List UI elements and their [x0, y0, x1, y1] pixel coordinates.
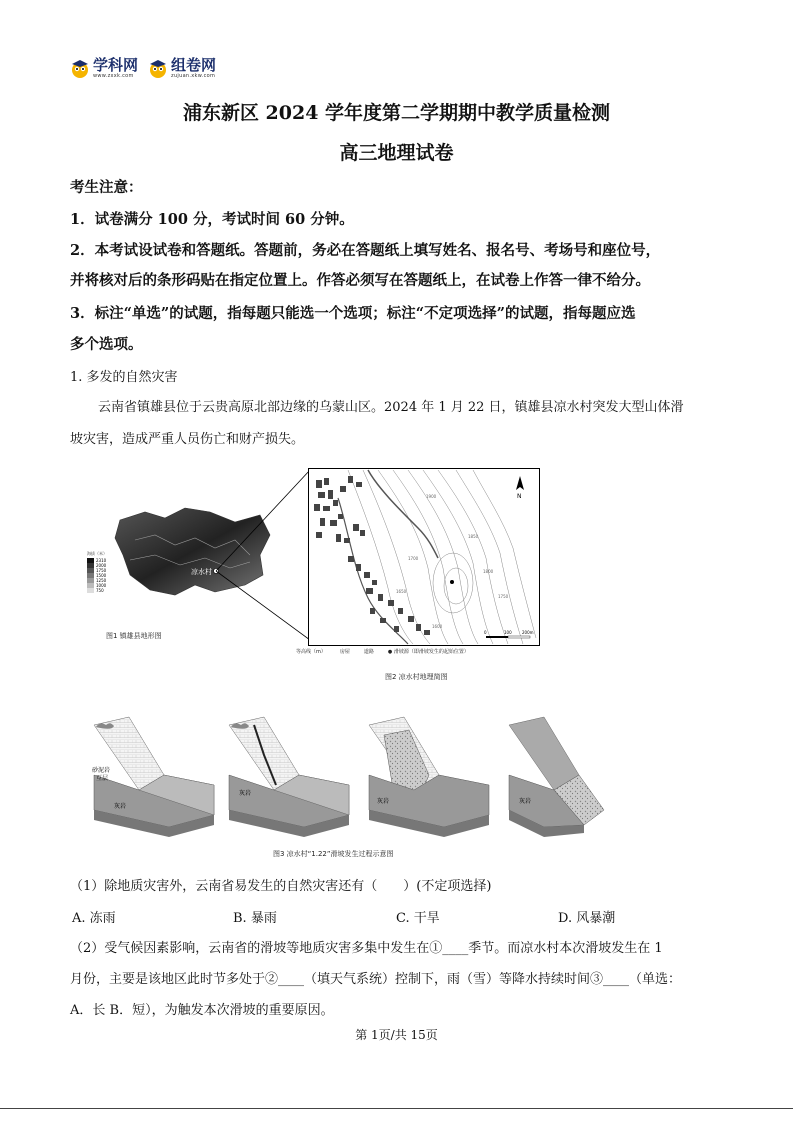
scale-label: 0: [484, 630, 487, 635]
landslide-source-marker: [450, 580, 454, 584]
north-label: N: [517, 493, 522, 500]
rock-label: 灰岩: [519, 798, 532, 805]
zujuanwang-url: zujuan.xkw.com: [171, 73, 216, 79]
process-block-2: [229, 717, 349, 837]
figure-2-caption: 图2 凉水村地理简图: [385, 673, 448, 681]
exam-title: 浦东新区 2024 学年度第二学期期中教学质量检测: [182, 102, 611, 124]
zujuanwang-name: 组卷网: [171, 56, 217, 74]
contour-label: 1600: [432, 624, 443, 629]
contour-label: 1900: [426, 494, 437, 499]
fig1-legend-title: 海拔（米）: [87, 551, 107, 556]
intro-text-1: 云南省镇雄县位于云贵高原北部边缘的乌蒙山区。2024 年 1 月 22 日，镇雄县凉水村突发大型山体滑: [98, 400, 684, 415]
rock-label: 灰岩: [239, 790, 252, 797]
section-heading: 1. 多发的自然灾害: [70, 370, 178, 385]
figure-3-caption: 图3 凉水村“1.22”滑坡发生过程示意图: [273, 850, 394, 858]
figure-2-village-map: [308, 468, 540, 646]
q1-option-c: C. 干旱: [396, 911, 440, 926]
notice-item-3-cont: 多个选项。: [70, 336, 143, 353]
notice-item-1: 1．试卷满分 100 分，考试时间 60 分钟。: [70, 211, 354, 228]
notice-item-2: 2．本考试设试卷和答题纸。答题前，务必在答题纸上填写姓名、报名号、考场号和座位号，: [70, 242, 661, 259]
question-1: （1）除地质灾害外，云南省易发生的自然灾害还有（ ）(不定项选择): [70, 879, 492, 894]
zoom-connector: [210, 465, 315, 645]
zujuanwang-icon: [148, 59, 168, 79]
rock-label: 砂泥岩: [92, 767, 111, 774]
legend-value: 1000: [96, 583, 107, 588]
notice-item-3: 3．标注“单选”的试题，指每题只能选一个选项；标注“不定项选择”的试题，指每题应选: [70, 305, 636, 322]
figure-3-landslide-process: [84, 715, 644, 845]
legend-road: 道路: [363, 649, 374, 655]
contour-label: 1850: [468, 534, 479, 539]
notice-item-2-cont: 并将核对后的条形码贴在指定位置上。作答必须写在答题纸上，在试卷上作答一律不给分。: [70, 272, 650, 289]
scale-label: 200m: [522, 630, 534, 635]
xuekewang-icon: [70, 59, 90, 79]
legend-value: 1750: [96, 568, 107, 573]
question-2-line-1: （2）受气候因素影响，云南省的滑坡等地质灾害多集中发生在①____季节。而凉水村本次滑坡发生在 1: [70, 941, 663, 956]
legend-source: ● 滑坡源（即滑坡发生的起始位置）: [387, 649, 469, 655]
bottom-divider: [0, 1108, 793, 1109]
q1-option-d: D. 风暴潮: [558, 911, 616, 926]
process-block-3: [369, 717, 489, 837]
fig1-legend: [87, 558, 107, 593]
rock-label: 灰岩: [114, 803, 127, 810]
xuekewang-url: www.zxxk.com: [93, 73, 134, 79]
legend-value: 2310: [96, 558, 107, 563]
scale-label: 100: [504, 630, 512, 635]
q1-option-b: B. 暴雨: [233, 911, 277, 926]
rock-label: 互层: [96, 775, 109, 782]
contour-label: 1800: [483, 569, 494, 574]
legend-house: 房屋: [339, 649, 350, 655]
contour-label: 1750: [498, 594, 509, 599]
intro-text-2: 坡灾害，造成严重人员伤亡和财产损失。: [70, 432, 305, 447]
process-block-4: [509, 717, 604, 837]
question-2-line-3: A．长 B．短），为触发本次滑坡的重要原因。: [70, 1003, 334, 1018]
legend-value: 750: [96, 588, 104, 593]
legend-value: 1250: [96, 578, 107, 583]
logo-bar: [70, 58, 216, 79]
page-footer: 第 1页/共 15页: [355, 1028, 438, 1042]
xuekewang-name: 学科网: [93, 56, 139, 74]
contour-label: 1650: [396, 589, 407, 594]
process-block-1: [92, 717, 214, 837]
fig1-place-label: 凉水村: [191, 568, 212, 576]
contour-label: 1700: [408, 556, 419, 561]
notice-heading: 考生注意：: [70, 179, 143, 196]
legend-value: 1500: [96, 573, 107, 578]
figure-2-legend: [296, 648, 556, 655]
rock-label: 灰岩: [377, 798, 390, 805]
xuekewang-logo: [70, 58, 138, 79]
exam-subtitle: 高三地理试卷: [339, 142, 454, 164]
q1-option-a: A. 冻雨: [72, 911, 116, 926]
figure-1-caption: 图1 镇雄县地形图: [106, 632, 162, 640]
legend-value: 2000: [96, 563, 107, 568]
legend-contour: 等高线（m）: [296, 649, 326, 655]
zujuanwang-logo: [148, 58, 216, 79]
question-2-line-2: 月份，主要是该地区此时节多处于②____（填天气系统）控制下，雨（雪）等降水持续时间③____（单选：: [70, 972, 682, 987]
